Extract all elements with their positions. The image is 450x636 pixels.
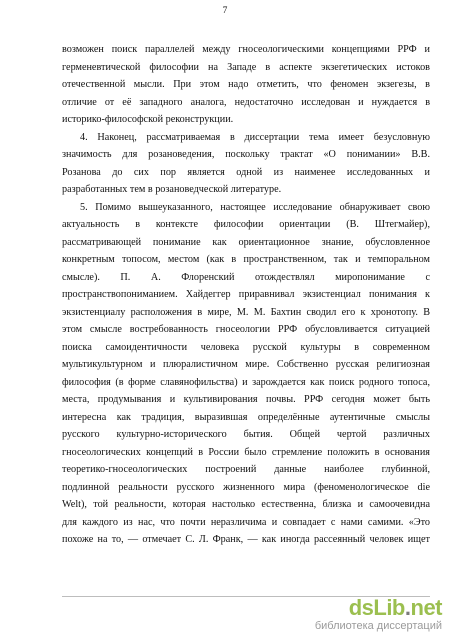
text-line: места, продумывания и культивирования почвы. РРФ сегодня может быть (62, 394, 430, 405)
text-line: значимость для розановедения, поскольку трактат «О понимании» В.В. (62, 149, 430, 160)
text-line: поиска самоидентичности человека русской культуры в современном (62, 341, 430, 353)
text-line: Welt), той реальности, которая настолько естественна, близка и самоочевидна (62, 499, 430, 510)
text-line: возможен поиск параллелей между гносеологическими концепциями РРФ и (62, 44, 430, 55)
text-line: 5. Помимо вышеуказанного, настоящее исследование обнаруживает свою (80, 201, 430, 213)
watermark-logo (314, 596, 442, 620)
text-line: русского культурно-исторического бытия. Общей чертой различных (62, 429, 430, 440)
text-line: рассматривающей понимание как ориентационное знание, обусловленное (62, 236, 430, 248)
text-line: смысле). П. А. Флоренский отождествлял миропонимание с (62, 271, 430, 283)
text-line: актуальность в контексте философии ориентации (В. Штегмайер), (62, 219, 430, 230)
text-line: герменевтической философии на Западе в аспекте экзегетических истоков (62, 61, 430, 73)
text-line: интересна как традиция, выразившая определённые аутентичные смыслы (62, 411, 430, 423)
watermark[interactable] (314, 596, 442, 632)
body-text (62, 41, 430, 549)
text-line: гносеологических концепций в России было стремление положить в основания (62, 446, 430, 458)
text-line: похоже на то, — отмечает С. Л. Франк, — как иногда рассеянный человек ищет (62, 534, 430, 545)
text-line: этом смысле востребованность гносеологии РРФ обусловливается ситуацией (62, 324, 430, 335)
text-line: 4. Наконец, рассматриваемая в диссертации тема имеет безусловную (80, 131, 430, 143)
text-line: историко-философской реконструкции. (62, 114, 234, 125)
text-line: отличие от её западного аналога, недостаточно исследован и нуждается в (62, 96, 430, 108)
watermark-subtitle: библиотека диссертаций (314, 620, 442, 632)
logo-tld: net (410, 595, 442, 620)
text-line: разработанных тем в розановедческой литературе. (62, 184, 282, 195)
text-line: отечественной мысли. При этом надо отметить, что феномен экзегезы, в (62, 79, 430, 90)
text-line: подлинной реальности русского жизненного мира (феноменологическое die (62, 481, 430, 493)
text-line: пространствопониманием. Хайдеггер приравнивал экзистенциал понимания к (62, 289, 430, 300)
text-line: конкретным топосом, местом (как в пространственном, так и темпоральном (62, 254, 430, 265)
text-line: Розанова до сих пор является одной из наименее исследованных и (62, 166, 430, 178)
text-line: мультикультурном и плюралистичном мире. Собственно русская религиозная (62, 359, 430, 370)
logo-main: dsLib (348, 595, 405, 620)
logo-dot: . (404, 595, 411, 620)
page-number: 7 (222, 6, 228, 16)
text-line: для каждого из нас, что почти неразличима и совпадает с нами самими. «Это (62, 516, 430, 528)
text-line: экзистенциалу расположения в мире, М. М. Бахтин сводил его к хронотопу. В (62, 306, 430, 318)
text-line: теоретико-гносеологических построений данные наиболее глубинной, (62, 464, 430, 475)
text-line: философия (в форме славянофильства) и зарождается как поиск родного топоса, (62, 376, 430, 388)
